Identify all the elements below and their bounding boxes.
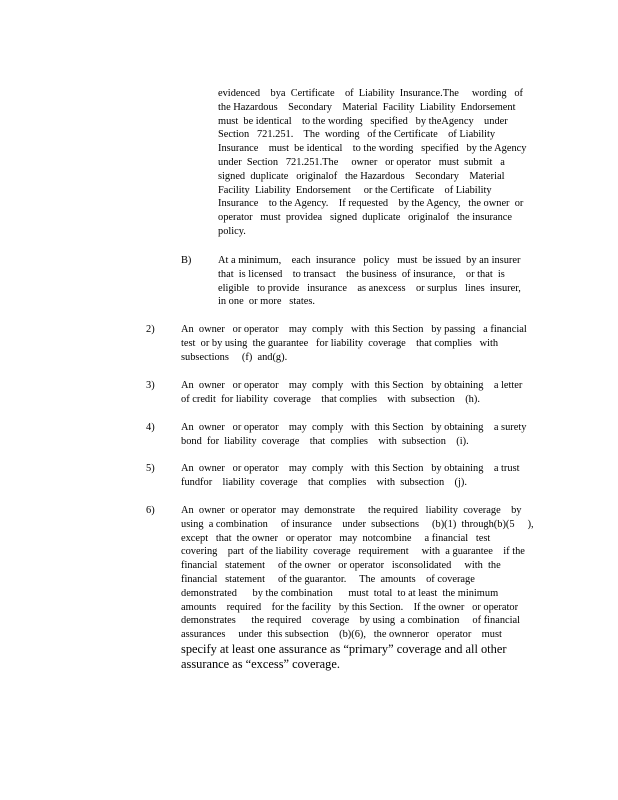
item-label-4: 4) — [146, 422, 155, 433]
text-line: amounts required for the facility by this Section. If the owner or operator — [181, 601, 519, 613]
text-line: specify at least one assurance as “primary” coverage and all other — [181, 641, 507, 656]
item-6-paragraph — [181, 504, 534, 672]
item-3-paragraph — [181, 379, 522, 407]
text-line: test or by using the guarantee for liability coverage that complies with — [181, 337, 499, 349]
item-5-paragraph — [181, 462, 520, 490]
text-line: demonstrates the required coverage by using a combination of financial — [181, 615, 521, 627]
text-line: under Section 721.251.The owner or operator must submit a — [218, 156, 505, 168]
text-line: Section 721.251. The wording of the Certificate of Liability — [218, 129, 496, 141]
text-line: using a combination of insurance under subsections (b)(1) through(b)(5 ), — [181, 518, 534, 530]
text-line: operator must providea signed duplicate originalof the insurance — [218, 212, 513, 224]
item-4-paragraph — [181, 421, 526, 449]
text-line: financial statement of the guarantor. The amounts of coverage — [181, 573, 475, 585]
text-line: An owner or operator may comply with this Section by obtaining a letter — [181, 380, 523, 391]
text-line: policy. — [218, 225, 246, 237]
item-label-2: 2) — [146, 324, 155, 335]
text-line: that is licensed to transact the business of insurance, or that is — [218, 268, 505, 280]
text-line: of credit for liability coverage that complies with subsection (h). — [181, 393, 480, 405]
item-label-5: 5) — [146, 463, 155, 474]
text-line: assurances under this subsection (b)(6), the ownneror operator must — [181, 629, 502, 641]
text-line: Insurance must be identical to the wording specified by the Agency — [218, 143, 527, 155]
text-line: demonstrated by the combination must total to at least the minimum — [181, 587, 499, 599]
item-b-paragraph — [218, 254, 521, 309]
text-line: evidenced bya Certificate of Liability Insurance.The wording of — [218, 88, 523, 99]
text-line: Insurance to the Agency. If requested by the Agency, the owner or — [218, 198, 524, 210]
text-line: An owner or operator may comply with this Section by obtaining a surety — [181, 422, 527, 433]
text-line: An owner or operator may comply with this Section by passing a financial — [181, 324, 527, 335]
text-line: At a minimum, each insurance policy must be issued by an insurer — [218, 255, 521, 266]
text-line: signed duplicate originalof the Hazardous Secondary Material — [218, 170, 505, 182]
text-line: An owner or operator may demonstrate the required liability coverage by — [181, 505, 522, 516]
text-line: fundfor liability coverage that complies with subsection (j). — [181, 476, 467, 488]
item-label-6: 6) — [146, 505, 155, 516]
text-line: except that the owner or operator may notcombine a financial test — [181, 532, 491, 544]
text-line: financial statement of the owner or operator isconsolidated with the — [181, 560, 501, 572]
item-2-paragraph — [181, 323, 527, 364]
text-line: must be identical to the wording specified by theAgency under — [218, 115, 508, 127]
item-label-b: B) — [181, 255, 192, 266]
text-line: covering part of the liability coverage requirement with a guarantee if the — [181, 546, 525, 558]
text-line: the Hazardous Secondary Material Facility Liability Endorsement — [218, 101, 516, 113]
text-line: eligible to provide insurance as anexcess or surplus lines insurer, — [218, 282, 521, 294]
text-line: bond for liability coverage that complies with subsection (i). — [181, 435, 469, 447]
text-line: subsections (f) and(g). — [181, 351, 288, 363]
item-label-3: 3) — [146, 380, 155, 391]
text-line: Facility Liability Endorsement or the Certificate of Liability — [218, 184, 492, 196]
continuation-paragraph — [218, 87, 526, 239]
text-line: assurance as “excess” coverage. — [181, 657, 340, 672]
text-line: An owner or operator may comply with this Section by obtaining a trust — [181, 463, 520, 474]
text-line: in one or more states. — [218, 296, 315, 308]
